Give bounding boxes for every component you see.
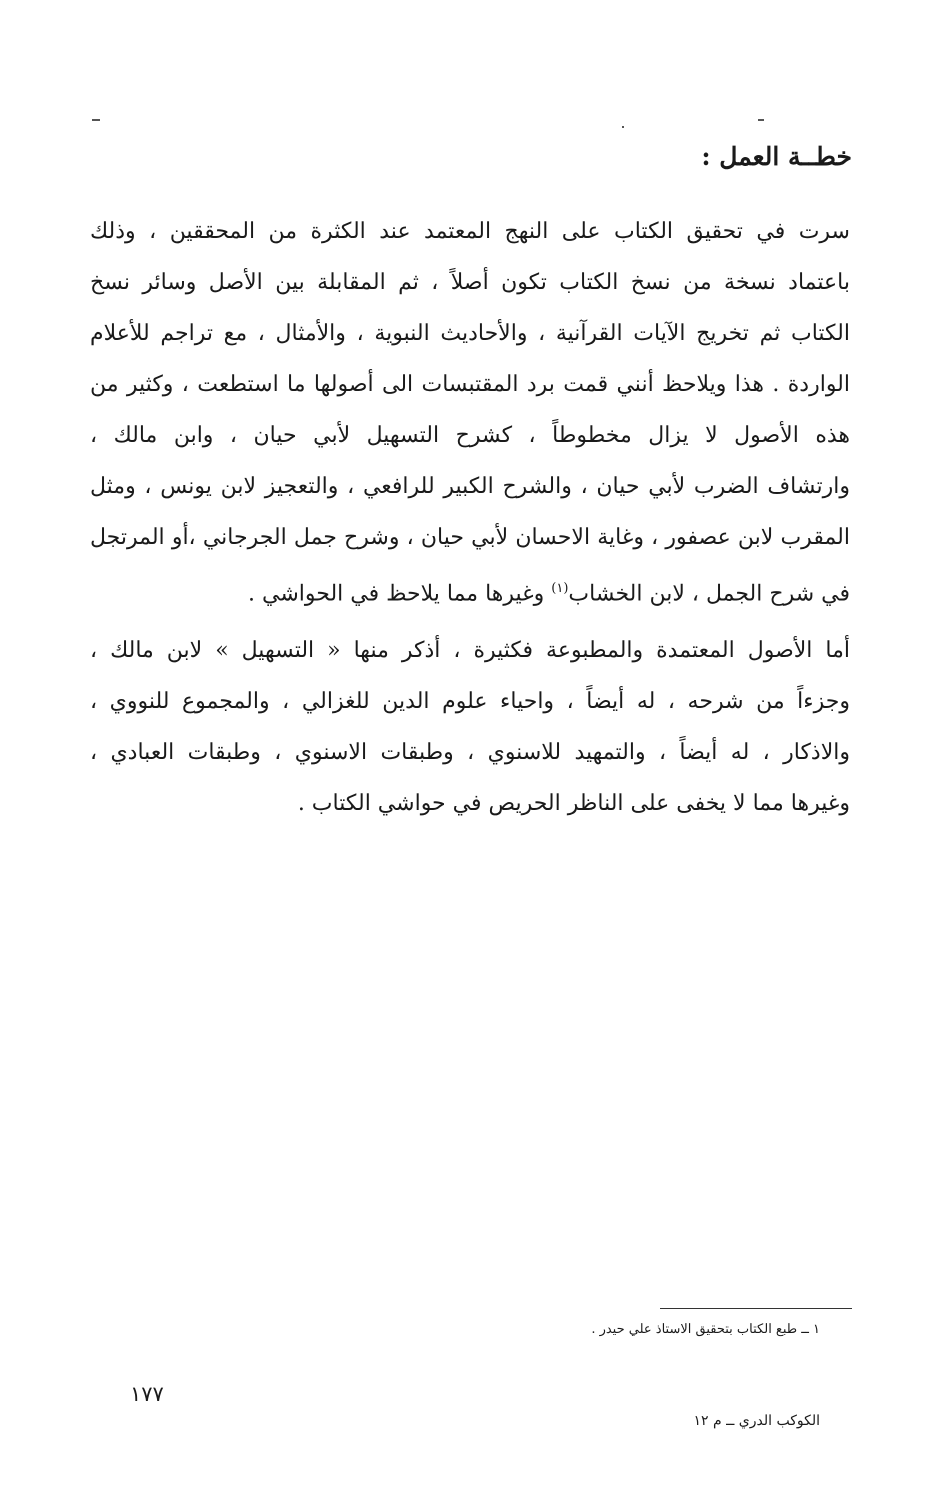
paragraph-line: والاذكار ، له أيضاً ، والتمهيد للاسنوي ، وطبقات الاسنوي ، وطبقات العبادي ، <box>90 740 850 765</box>
paragraph-work-plan <box>90 206 850 614</box>
paragraph-line: باعتماد نسخة من نسخ الكتاب تكون أصلاً ، ثم المقابلة بين الأصل وسائر نسخ <box>90 270 850 295</box>
footnote-divider <box>660 1308 852 1309</box>
paragraph-line: سرت في تحقيق الكتاب على النهج المعتمد عند الكثرة من المحققين ، وذلك <box>90 219 850 244</box>
page-number: ١٧٧ <box>130 1382 164 1406</box>
paragraph-line <box>90 563 850 614</box>
line-text: وغيرها مما يلاحظ في الحواشي . <box>248 581 552 607</box>
paragraph-line: الواردة . هذا ويلاحظ أنني قمت برد المقتبسات الى أصولها ما استطعت ، وكثير من <box>90 372 850 397</box>
paragraph-line: أما الأصول المعتمدة والمطبوعة فكثيرة ، أذكر منها « التسهيل » لابن مالك ، <box>90 638 850 663</box>
printer-signature: الكوكب الدري ــ م ١٢ <box>693 1413 820 1429</box>
paragraph-line: وغيرها مما لا يخفى على الناظر الحريص في حواشي الكتاب . <box>297 791 850 816</box>
footnote: ١ ــ طبع الكتاب بتحقيق الاستاذ علي حيدر . <box>591 1322 820 1337</box>
scan-mark <box>622 126 624 128</box>
footnote-reference: (١) <box>551 581 569 596</box>
paragraph-line: وجزءاً من شرحه ، له أيضاً ، واحياء علوم الدين للغزالي ، والمجموع للنووي ، <box>90 689 850 714</box>
scan-mark <box>92 119 100 121</box>
paragraph-line: المقرب لابن عصفور ، وغاية الاحسان لأبي حيان ، وشرح جمل الجرجاني ،أو المرتجل <box>90 525 850 550</box>
scan-mark <box>758 119 764 121</box>
paragraph-line: هذه الأصول لا يزال مخطوطاً ، كشرح التسهيل لأبي حيان ، وابن مالك ، <box>90 423 850 448</box>
paragraph-line: الكتاب ثم تخريج الآيات القرآنية ، والأحاديث النبوية ، والأمثال ، مع تراجم للأعلام <box>90 321 850 346</box>
line-text: في شرح الجمل ، لابن الخشاب <box>568 581 850 607</box>
paragraph-line: وارتشاف الضرب لأبي حيان ، والشرح الكبير للرافعي ، والتعجيز لابن يونس ، ومثل <box>90 474 850 499</box>
paragraph-sources <box>90 625 850 829</box>
section-heading: خطــة العمل : <box>701 142 852 171</box>
